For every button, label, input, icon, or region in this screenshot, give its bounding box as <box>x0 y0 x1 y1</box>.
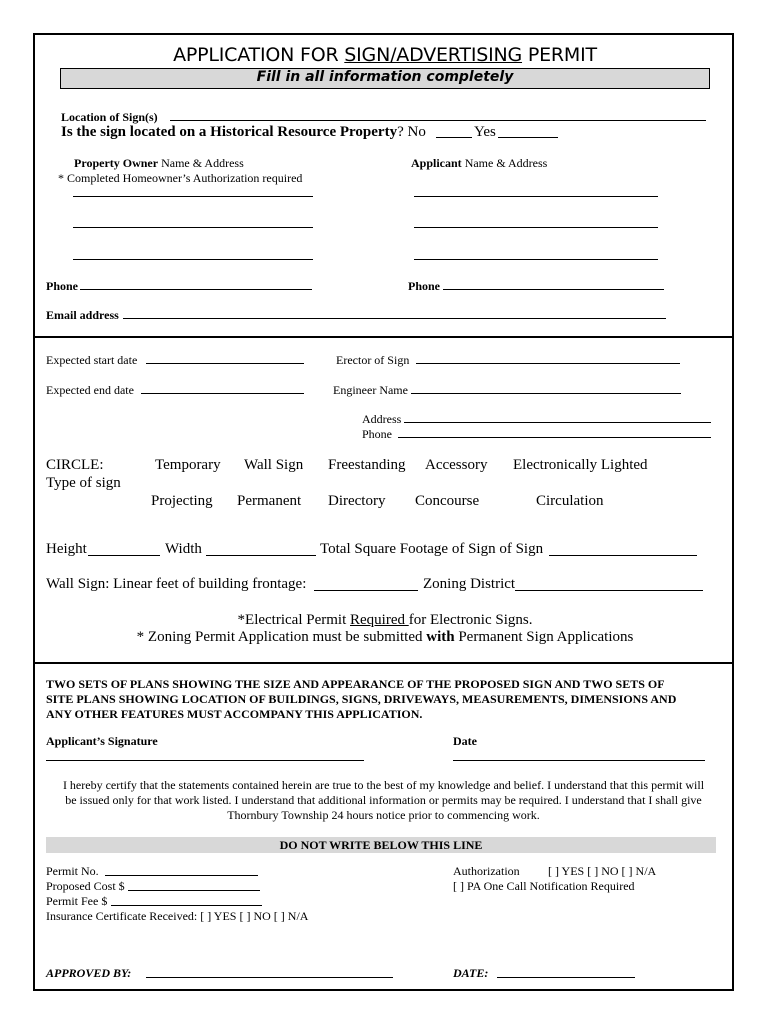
applicant-phone-field[interactable] <box>443 289 664 290</box>
sign-type-circulation[interactable]: Circulation <box>536 493 604 509</box>
zoning-district-label: Zoning District <box>423 576 516 592</box>
owner-phone-label: Phone <box>46 279 79 293</box>
width-label: Width <box>165 541 202 557</box>
permit-fee-label: Permit Fee $ <box>46 894 108 908</box>
electrical-note-c: for Electronic Signs. <box>408 612 533 628</box>
approved-by-label: APPROVED BY: <box>46 966 132 980</box>
width-field[interactable] <box>206 555 316 556</box>
applicant-phone-label: Phone <box>408 279 441 293</box>
engineer-label: Engineer Name <box>333 383 408 397</box>
historical-no-field[interactable] <box>436 137 472 138</box>
historical-yes-field[interactable] <box>498 137 558 138</box>
owner-label-bold: Property Owner <box>74 156 159 170</box>
historical-question <box>61 124 426 141</box>
electrical-note <box>0 612 770 629</box>
location-label: Location of Sign(s) <box>61 110 158 124</box>
linear-feet-field[interactable] <box>314 590 418 591</box>
location-field[interactable] <box>170 120 706 121</box>
certify-line-1: I hereby certify that the statements contained herein are true to the best of my knowledge and belief. I understand that this permit will <box>62 778 705 792</box>
authorization-label: Authorization <box>453 864 520 878</box>
form-title <box>0 44 770 66</box>
permit-fee-field[interactable] <box>111 905 262 906</box>
footer-date-field[interactable] <box>497 977 635 978</box>
applicant-label <box>411 156 547 171</box>
start-date-label: Expected start date <box>46 353 138 367</box>
sign-type-accessory[interactable]: Accessory <box>425 457 488 473</box>
historical-yes-label: Yes <box>474 124 496 140</box>
title-part2: SIGN/ADVERTISING <box>344 44 523 66</box>
applicant-line-1[interactable] <box>414 196 658 197</box>
engineer-phone-field[interactable] <box>398 437 711 438</box>
title-part1: APPLICATION FOR <box>173 44 345 66</box>
proposed-cost-label: Proposed Cost $ <box>46 879 125 893</box>
signature-field[interactable] <box>46 760 364 761</box>
footer-date-label: DATE: <box>453 966 489 980</box>
total-footage-field[interactable] <box>549 555 697 556</box>
approved-by-field[interactable] <box>146 977 393 978</box>
do-not-write-label: DO NOT WRITE BELOW THIS LINE <box>279 838 483 852</box>
certify-line-2: be issued only for that work listed. I understand that additional information or permits may be required. I understand that I shall give <box>65 793 702 807</box>
owner-line-3[interactable] <box>73 259 313 260</box>
applicant-line-2[interactable] <box>414 227 658 228</box>
authorization-options[interactable]: [ ] YES [ ] NO [ ] N/A <box>548 864 657 878</box>
plans-notice-line-1: TWO SETS OF PLANS SHOWING THE SIZE AND APPEARANCE OF THE PROPOSED SIGN AND TWO SETS OF <box>46 677 665 691</box>
signature-label: Applicant’s Signature <box>46 734 158 748</box>
sign-type-freestanding[interactable]: Freestanding <box>328 457 406 473</box>
divider-1 <box>35 336 732 338</box>
engineer-address-label: Address <box>362 412 402 426</box>
applicant-label-bold: Applicant <box>411 156 462 170</box>
historical-no-label: ? No <box>397 124 426 140</box>
proposed-cost-field[interactable] <box>128 890 260 891</box>
date-field[interactable] <box>453 760 705 761</box>
applicant-line-3[interactable] <box>414 259 658 260</box>
erector-label: Erector of Sign <box>336 353 410 367</box>
sign-type-electronically-lighted[interactable]: Electronically Lighted <box>513 457 648 473</box>
sign-type-concourse[interactable]: Concourse <box>415 493 480 509</box>
zoning-note-a: * Zoning Permit Application must be submitted <box>136 629 427 645</box>
height-field[interactable] <box>88 555 160 556</box>
sign-type-projecting[interactable]: Projecting <box>151 493 213 509</box>
owner-note: * Completed Homeowner’s Authorization required <box>58 171 303 185</box>
electrical-note-a: *Electrical Permit <box>237 612 350 628</box>
permit-no-field[interactable] <box>105 875 258 876</box>
sign-type-wall-sign[interactable]: Wall Sign <box>244 457 304 473</box>
height-label: Height <box>46 541 87 557</box>
engineer-phone-label: Phone <box>362 427 392 441</box>
start-date-field[interactable] <box>146 363 304 364</box>
engineer-field[interactable] <box>411 393 681 394</box>
zoning-district-field[interactable] <box>515 590 703 591</box>
owner-phone-field[interactable] <box>80 289 312 290</box>
circle-sub-label: Type of sign <box>46 475 121 491</box>
subtitle: Fill in all information completely <box>256 69 514 85</box>
insurance-label: Insurance Certificate Received: [ ] YES [ ] NO [ ] N/A <box>46 909 309 923</box>
certify-line-3: Thornbury Township 24 hours notice prior to commencing work. <box>227 808 540 822</box>
permit-no-label: Permit No. <box>46 864 99 878</box>
engineer-address-field[interactable] <box>404 422 711 423</box>
plans-notice-line-2: SITE PLANS SHOWING LOCATION OF BUILDINGS, SIGNS, DRIVEWAYS, MEASUREMENTS, DIMENSIONS AND <box>46 692 677 706</box>
sign-type-permanent[interactable]: Permanent <box>237 493 302 509</box>
zoning-note-c: Permanent Sign Applications <box>454 629 634 645</box>
email-field[interactable] <box>123 318 666 319</box>
zoning-note-b: with <box>426 629 455 645</box>
title-part3: PERMIT <box>522 44 597 66</box>
sign-type-temporary[interactable]: Temporary <box>155 457 221 473</box>
pa-one-call-checkbox[interactable]: [ ] PA One Call Notification Required <box>453 879 635 893</box>
divider-2 <box>35 662 732 664</box>
plans-notice-line-3: ANY OTHER FEATURES MUST ACCOMPANY THIS APPLICATION. <box>46 707 423 721</box>
electrical-note-b: Required <box>350 612 409 628</box>
owner-label-rest: Name & Address <box>158 156 244 170</box>
zoning-note <box>0 629 770 646</box>
date-label: Date <box>453 734 477 748</box>
sign-type-directory[interactable]: Directory <box>328 493 386 509</box>
end-date-field[interactable] <box>141 393 304 394</box>
circle-label: CIRCLE: <box>46 457 104 473</box>
owner-line-2[interactable] <box>73 227 313 228</box>
historical-question-text: Is the sign located on a Historical Resource Property <box>61 124 398 140</box>
end-date-label: Expected end date <box>46 383 134 397</box>
total-footage-label: Total Square Footage of Sign of Sign <box>320 541 544 557</box>
owner-label <box>74 156 244 171</box>
owner-line-1[interactable] <box>73 196 313 197</box>
linear-feet-label: Wall Sign: Linear feet of building frontage: <box>46 576 307 592</box>
erector-field[interactable] <box>416 363 680 364</box>
applicant-label-rest: Name & Address <box>461 156 548 170</box>
email-label: Email address <box>46 308 119 322</box>
